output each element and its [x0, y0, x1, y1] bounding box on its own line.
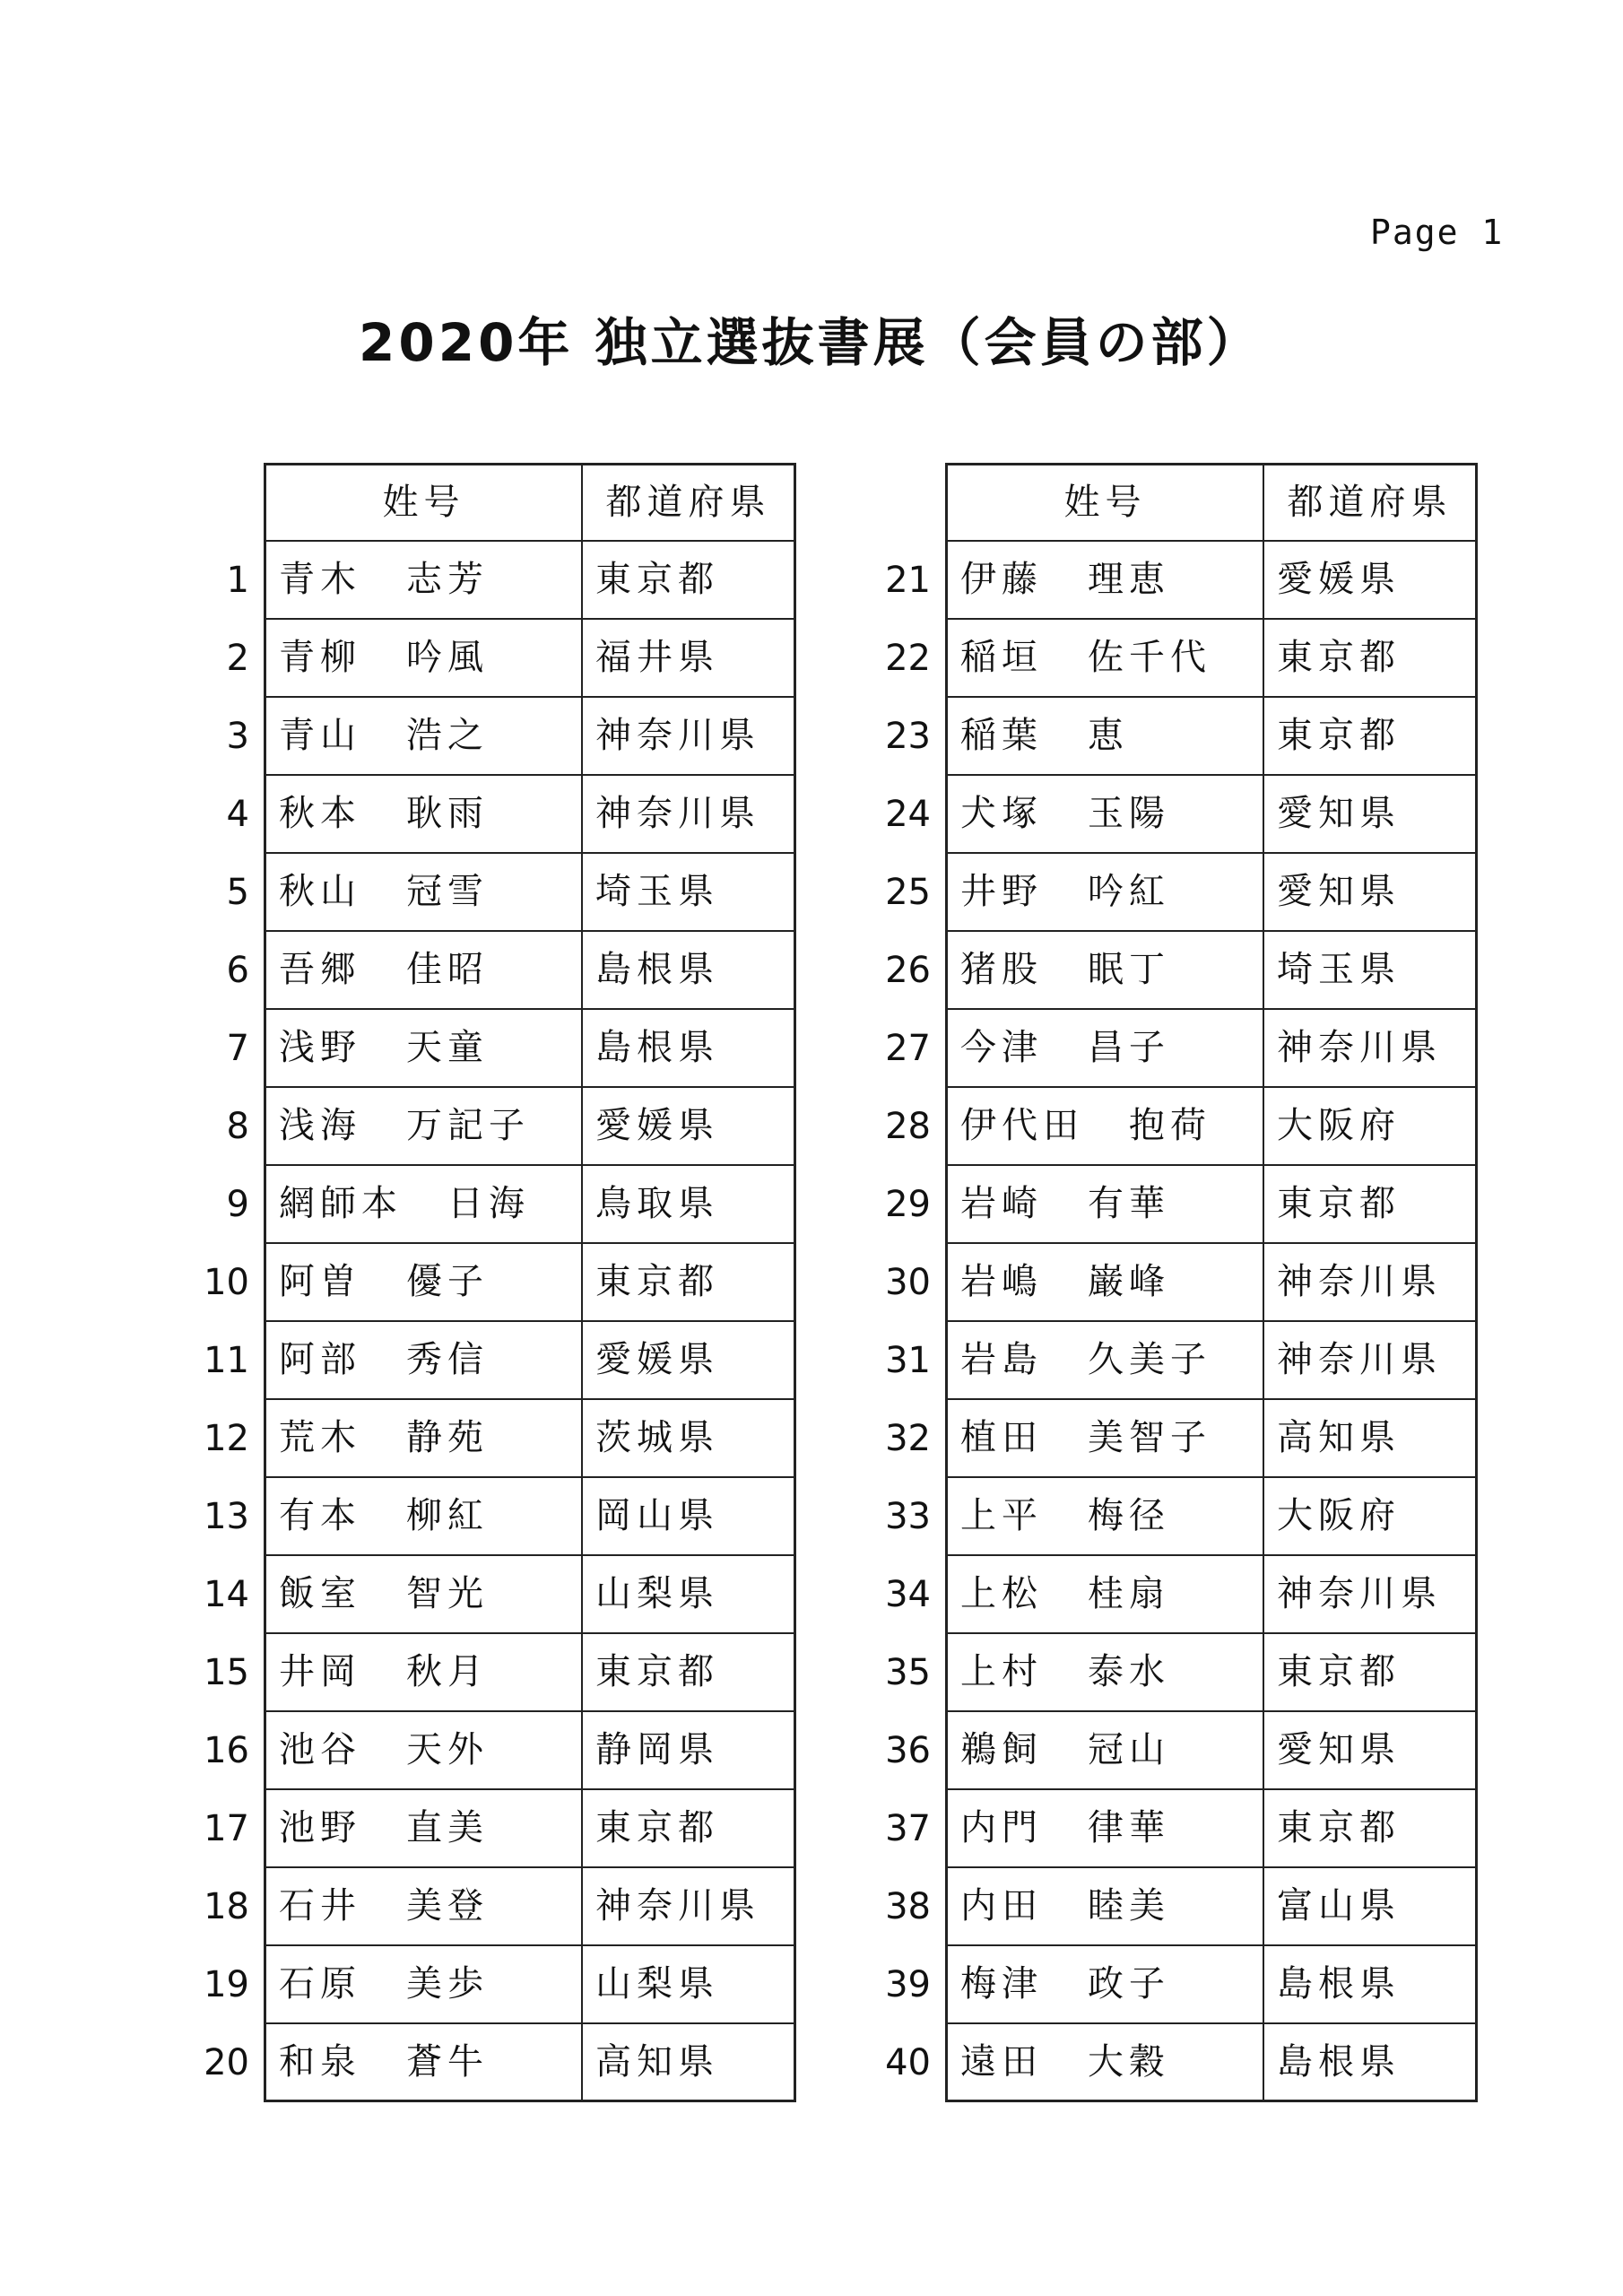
member-given-name: 日海 — [447, 1183, 530, 1224]
table-row — [852, 1712, 1478, 1790]
member-name — [264, 1946, 583, 2024]
row-number: 38 — [885, 1886, 931, 1927]
table-row — [852, 932, 1478, 1010]
member-surname: 犬塚 — [960, 793, 1043, 834]
row-number: 27 — [885, 1028, 931, 1069]
member-name — [945, 1400, 1264, 1478]
table-row — [852, 854, 1478, 932]
member-name — [945, 1790, 1264, 1868]
table-header — [170, 463, 796, 542]
member-prefecture: 大阪府 — [1264, 1088, 1478, 1166]
member-prefecture: 富山県 — [1264, 1868, 1478, 1946]
row-number: 24 — [885, 794, 931, 835]
member-surname: 伊代田 — [960, 1105, 1084, 1146]
table-row — [170, 1088, 796, 1166]
row-number: 37 — [885, 1808, 931, 1849]
member-given-name: 秋月 — [406, 1651, 489, 1692]
member-name — [945, 542, 1264, 620]
member-prefecture: 愛媛県 — [1264, 542, 1478, 620]
row-number: 16 — [204, 1730, 249, 1771]
member-name — [945, 1244, 1264, 1322]
row-number: 18 — [204, 1886, 249, 1927]
row-number: 11 — [204, 1340, 249, 1381]
member-name — [945, 1322, 1264, 1400]
member-surname: 浅海 — [279, 1105, 361, 1146]
member-prefecture: 東京都 — [1264, 1166, 1478, 1244]
table-row — [170, 1946, 796, 2024]
table-row — [170, 1478, 796, 1556]
member-given-name: 美智子 — [1088, 1417, 1211, 1458]
member-prefecture: 高知県 — [1264, 1400, 1478, 1478]
table-row — [852, 776, 1478, 854]
row-number: 30 — [885, 1262, 931, 1303]
member-name — [945, 1478, 1264, 1556]
table-row — [852, 1400, 1478, 1478]
member-given-name: 吟紅 — [1088, 871, 1170, 912]
member-prefecture: 埼玉県 — [583, 854, 796, 932]
member-surname: 阿部 — [279, 1339, 361, 1380]
member-name — [264, 620, 583, 698]
member-name — [945, 1088, 1264, 1166]
member-surname: 今津 — [960, 1027, 1043, 1068]
member-prefecture: 神奈川県 — [1264, 1322, 1478, 1400]
member-name — [945, 932, 1264, 1010]
table-row — [852, 1556, 1478, 1634]
member-surname: 網師本 — [279, 1183, 403, 1224]
page-number: Page 1 — [1370, 213, 1505, 252]
member-surname: 梅津 — [960, 1963, 1043, 2005]
member-given-name: 桂扇 — [1088, 1573, 1170, 1614]
member-surname: 青山 — [279, 715, 361, 756]
table-row — [852, 1244, 1478, 1322]
table-row — [852, 1868, 1478, 1946]
table-row — [170, 1244, 796, 1322]
member-given-name: 蒼牛 — [406, 2041, 489, 2083]
member-given-name: 天童 — [406, 1027, 489, 1068]
member-prefecture: 東京都 — [1264, 620, 1478, 698]
member-prefecture: 岡山県 — [583, 1478, 796, 1556]
member-surname: 荒木 — [279, 1417, 361, 1458]
row-number: 40 — [885, 2042, 931, 2083]
row-number: 25 — [885, 872, 931, 913]
table-row — [852, 1322, 1478, 1400]
member-surname: 伊藤 — [960, 559, 1043, 600]
table-row — [852, 2024, 1478, 2102]
member-name — [264, 1010, 583, 1088]
table-row — [170, 1712, 796, 1790]
member-surname: 有本 — [279, 1495, 361, 1536]
member-prefecture: 島根県 — [583, 1010, 796, 1088]
member-name — [264, 1400, 583, 1478]
number-header — [852, 463, 945, 542]
table-row — [170, 1634, 796, 1712]
table-row — [852, 1088, 1478, 1166]
column-header-name: 姓号 — [945, 463, 1264, 542]
member-given-name: 有華 — [1088, 1183, 1170, 1224]
table-row — [852, 1166, 1478, 1244]
member-prefecture: 神奈川県 — [583, 698, 796, 776]
member-surname: 岩島 — [960, 1339, 1043, 1380]
member-prefecture: 大阪府 — [1264, 1478, 1478, 1556]
row-number: 29 — [885, 1184, 931, 1225]
table-row — [170, 698, 796, 776]
member-given-name: 律華 — [1088, 1807, 1170, 1848]
member-given-name: 智光 — [406, 1573, 489, 1614]
member-name — [945, 1010, 1264, 1088]
table-row — [852, 1790, 1478, 1868]
row-number: 34 — [885, 1574, 931, 1615]
member-prefecture: 島根県 — [1264, 2024, 1478, 2102]
row-number: 22 — [885, 638, 931, 679]
member-name — [945, 1166, 1264, 1244]
member-prefecture: 山梨県 — [583, 1556, 796, 1634]
member-prefecture: 神奈川県 — [1264, 1244, 1478, 1322]
member-given-name: 玉陽 — [1088, 793, 1170, 834]
member-name — [945, 1556, 1264, 1634]
member-name — [264, 1556, 583, 1634]
member-prefecture: 愛媛県 — [583, 1322, 796, 1400]
member-surname: 石井 — [279, 1885, 361, 1926]
member-prefecture: 神奈川県 — [583, 1868, 796, 1946]
table-row — [852, 1478, 1478, 1556]
member-name — [264, 1634, 583, 1712]
member-surname: 井野 — [960, 871, 1043, 912]
member-prefecture: 高知県 — [583, 2024, 796, 2102]
table-row — [170, 932, 796, 1010]
member-surname: 秋山 — [279, 871, 361, 912]
member-surname: 稲葉 — [960, 715, 1043, 756]
table-header — [852, 463, 1478, 542]
member-prefecture: 埼玉県 — [1264, 932, 1478, 1010]
member-name — [264, 932, 583, 1010]
member-name — [264, 1322, 583, 1400]
member-given-name: 秀信 — [406, 1339, 489, 1380]
member-given-name: 優子 — [406, 1261, 489, 1302]
member-surname: 阿曽 — [279, 1261, 361, 1302]
row-number: 35 — [885, 1652, 931, 1693]
member-name — [945, 620, 1264, 698]
number-header — [170, 463, 264, 542]
table-body — [852, 542, 1478, 2102]
row-number: 5 — [226, 872, 249, 913]
member-name — [264, 542, 583, 620]
row-number: 4 — [226, 794, 249, 835]
member-name — [264, 1868, 583, 1946]
row-number: 13 — [204, 1496, 249, 1537]
member-surname: 池谷 — [279, 1729, 361, 1770]
member-prefecture: 東京都 — [583, 1790, 796, 1868]
member-surname: 内田 — [960, 1885, 1043, 1926]
column-header-name: 姓号 — [264, 463, 583, 542]
member-name — [264, 1166, 583, 1244]
member-table-right — [852, 463, 1478, 2102]
member-name — [264, 854, 583, 932]
member-surname: 猪股 — [960, 949, 1043, 990]
table-row — [852, 620, 1478, 698]
member-surname: 吾郷 — [279, 949, 361, 990]
member-surname: 秋本 — [279, 793, 361, 834]
row-number: 20 — [204, 2042, 249, 2083]
member-prefecture: 福井県 — [583, 620, 796, 698]
member-given-name: 昌子 — [1088, 1027, 1170, 1068]
member-given-name: 恵 — [1088, 715, 1129, 756]
member-prefecture: 東京都 — [583, 1244, 796, 1322]
member-name — [264, 1712, 583, 1790]
member-surname: 植田 — [960, 1417, 1043, 1458]
member-surname: 稲垣 — [960, 637, 1043, 678]
member-prefecture: 愛知県 — [1264, 1712, 1478, 1790]
table-body — [170, 542, 796, 2102]
member-given-name: 大穀 — [1088, 2041, 1170, 2083]
member-given-name: 耿雨 — [406, 793, 489, 834]
member-given-name: 志芳 — [406, 559, 489, 600]
row-number: 6 — [226, 950, 249, 991]
member-given-name: 睦美 — [1088, 1885, 1170, 1926]
row-number: 3 — [226, 716, 249, 757]
member-name — [945, 2024, 1264, 2102]
member-prefecture: 鳥取県 — [583, 1166, 796, 1244]
table-row — [170, 1400, 796, 1478]
member-name — [264, 776, 583, 854]
member-surname: 上平 — [960, 1495, 1043, 1536]
row-number: 36 — [885, 1730, 931, 1771]
row-number: 9 — [226, 1184, 249, 1225]
member-name — [945, 1634, 1264, 1712]
member-given-name: 冠山 — [1088, 1729, 1170, 1770]
table-row — [170, 854, 796, 932]
member-given-name: 眠丁 — [1088, 949, 1170, 990]
member-name — [264, 1478, 583, 1556]
table-row — [170, 2024, 796, 2102]
member-given-name: 万記子 — [406, 1105, 530, 1146]
member-given-name: 美登 — [406, 1885, 489, 1926]
table-row — [170, 1868, 796, 1946]
row-number: 10 — [204, 1262, 249, 1303]
row-number: 39 — [885, 1964, 931, 2005]
member-prefecture: 愛媛県 — [583, 1088, 796, 1166]
member-surname: 青柳 — [279, 637, 361, 678]
member-prefecture: 東京都 — [1264, 1790, 1478, 1868]
row-number: 12 — [204, 1418, 249, 1459]
member-given-name: 佳昭 — [406, 949, 489, 990]
table-row — [852, 1010, 1478, 1088]
member-given-name: 浩之 — [406, 715, 489, 756]
member-prefecture: 静岡県 — [583, 1712, 796, 1790]
member-name — [945, 776, 1264, 854]
table-row — [170, 1790, 796, 1868]
row-number: 7 — [226, 1028, 249, 1069]
row-number: 17 — [204, 1808, 249, 1849]
member-given-name: 佐千代 — [1088, 637, 1211, 678]
member-prefecture: 島根県 — [1264, 1946, 1478, 2024]
member-name — [945, 854, 1264, 932]
table-row — [852, 1946, 1478, 2024]
member-table-left — [170, 463, 796, 2102]
member-prefecture: 茨城県 — [583, 1400, 796, 1478]
member-name — [264, 1244, 583, 1322]
member-given-name: 天外 — [406, 1729, 489, 1770]
member-surname: 和泉 — [279, 2041, 361, 2083]
table-row — [170, 542, 796, 620]
member-given-name: 冠雪 — [406, 871, 489, 912]
member-given-name: 柳紅 — [406, 1495, 489, 1536]
member-prefecture: 東京都 — [1264, 1634, 1478, 1712]
table-row — [852, 698, 1478, 776]
member-name — [945, 1946, 1264, 2024]
table-row — [852, 542, 1478, 620]
table-row — [170, 620, 796, 698]
row-number: 23 — [885, 716, 931, 757]
member-surname: 井岡 — [279, 1651, 361, 1692]
member-given-name: 抱荷 — [1129, 1105, 1211, 1146]
member-surname: 石原 — [279, 1963, 361, 2005]
member-surname: 青木 — [279, 559, 361, 600]
member-prefecture: 愛知県 — [1264, 776, 1478, 854]
member-prefecture: 神奈川県 — [1264, 1556, 1478, 1634]
row-number: 21 — [885, 560, 931, 601]
member-name — [945, 1868, 1264, 1946]
member-given-name: 静苑 — [406, 1417, 489, 1458]
row-number: 1 — [226, 560, 249, 601]
row-number: 14 — [204, 1574, 249, 1615]
member-given-name: 吟風 — [406, 637, 489, 678]
row-number: 19 — [204, 1964, 249, 2005]
member-surname: 上村 — [960, 1651, 1043, 1692]
table-row — [170, 776, 796, 854]
table-row — [170, 1556, 796, 1634]
member-surname: 鵜飼 — [960, 1729, 1043, 1770]
row-number: 8 — [226, 1106, 249, 1147]
member-surname: 遠田 — [960, 2041, 1043, 2083]
member-surname: 岩嶋 — [960, 1261, 1043, 1302]
member-name — [264, 2024, 583, 2102]
member-given-name: 政子 — [1088, 1963, 1170, 2005]
member-given-name: 巌峰 — [1088, 1261, 1170, 1302]
member-surname: 内門 — [960, 1807, 1043, 1848]
member-name — [945, 1712, 1264, 1790]
table-row — [170, 1010, 796, 1088]
member-surname: 浅野 — [279, 1027, 361, 1068]
row-number: 32 — [885, 1418, 931, 1459]
member-given-name: 久美子 — [1088, 1339, 1211, 1380]
member-prefecture: 東京都 — [583, 542, 796, 620]
member-prefecture: 神奈川県 — [583, 776, 796, 854]
member-prefecture: 東京都 — [1264, 698, 1478, 776]
member-prefecture: 愛知県 — [1264, 854, 1478, 932]
member-surname: 飯室 — [279, 1573, 361, 1614]
column-header-prefecture: 都道府県 — [583, 463, 796, 542]
member-surname: 岩崎 — [960, 1183, 1043, 1224]
table-row — [170, 1166, 796, 1244]
member-name — [264, 698, 583, 776]
table-row — [170, 1322, 796, 1400]
row-number: 31 — [885, 1340, 931, 1381]
row-number: 33 — [885, 1496, 931, 1537]
member-name — [264, 1790, 583, 1868]
row-number: 28 — [885, 1106, 931, 1147]
member-prefecture: 東京都 — [583, 1634, 796, 1712]
member-given-name: 梅径 — [1088, 1495, 1170, 1536]
table-row — [852, 1634, 1478, 1712]
row-number: 26 — [885, 950, 931, 991]
member-surname: 池野 — [279, 1807, 361, 1848]
member-given-name: 泰水 — [1088, 1651, 1170, 1692]
member-surname: 上松 — [960, 1573, 1043, 1614]
member-name — [945, 698, 1264, 776]
document-title: 2020年 独立選抜書展（会員の部） — [359, 312, 1263, 373]
member-prefecture: 島根県 — [583, 932, 796, 1010]
row-number: 2 — [226, 638, 249, 679]
row-number: 15 — [204, 1652, 249, 1693]
member-given-name: 直美 — [406, 1807, 489, 1848]
member-given-name: 美歩 — [406, 1963, 489, 2005]
member-prefecture: 山梨県 — [583, 1946, 796, 2024]
member-given-name: 理恵 — [1088, 559, 1170, 600]
member-prefecture: 神奈川県 — [1264, 1010, 1478, 1088]
member-name — [264, 1088, 583, 1166]
column-header-prefecture: 都道府県 — [1264, 463, 1478, 542]
